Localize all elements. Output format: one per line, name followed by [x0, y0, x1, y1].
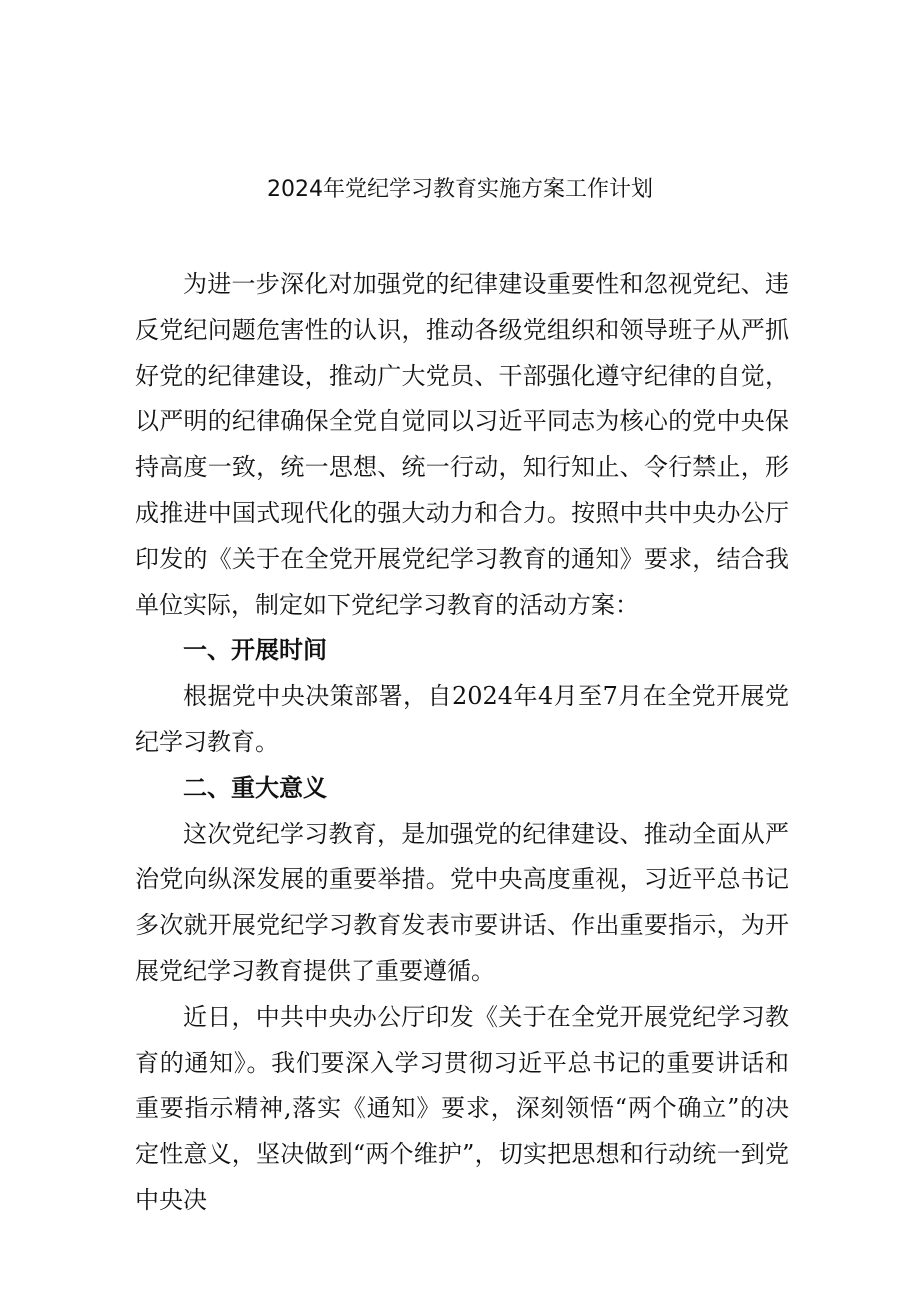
significance-paragraph-2: 近日，中共中央办公厅印发《关于在全党开展党纪学习教育的通知》。我们要深入学习贯彻习近平总书记的重要讲话和重要指示精神,落实《通知》要求，深刻领悟“两个确立”的决定性意义，坚决做到“两个维护”，切实把思想和行动统一到党中央决 — [135, 1002, 789, 1214]
intro-paragraph: 为进一步深化对加强党的纪律建设重要性和忽视党纪、违反党纪问题危害性的认识，推动各级党组织和领导班子从严抓好党的纪律建设，推动广大党员、干部强化遵守纪律的自觉，以严明的纪律确保全党自觉同以习近平同志为核心的党中央保持高度一致，统一思想、统一行动，知行知止、令行禁止，形成推进中国式现代化的强大动力和合力。按照中共中央办公厅印发的《关于在全党开展党纪学习教育的通知》要求，结合我单位实际，制定如下党纪学习教育的活动方案： — [135, 270, 789, 619]
schedule-paragraph: 根据党中央决策部署，自2024年4月至7月在全党开展党纪学习教育。 — [135, 682, 789, 756]
document-title: 2024年党纪学习教育实施方案工作计划 — [267, 177, 653, 202]
document-body — [135, 262, 789, 1224]
section-heading-schedule: 一、开展时间 — [183, 636, 327, 665]
significance-paragraph-1: 这次党纪学习教育，是加强党的纪律建设、推动全面从严治党向纵深发展的重要举措。党中央高度重视，习近平总书记多次就开展党纪学习教育发表市要讲话、作出重要指示，为开展党纪学习教育提供了重要遵循。 — [135, 819, 789, 985]
section-heading-significance: 二、重大意义 — [183, 773, 327, 802]
